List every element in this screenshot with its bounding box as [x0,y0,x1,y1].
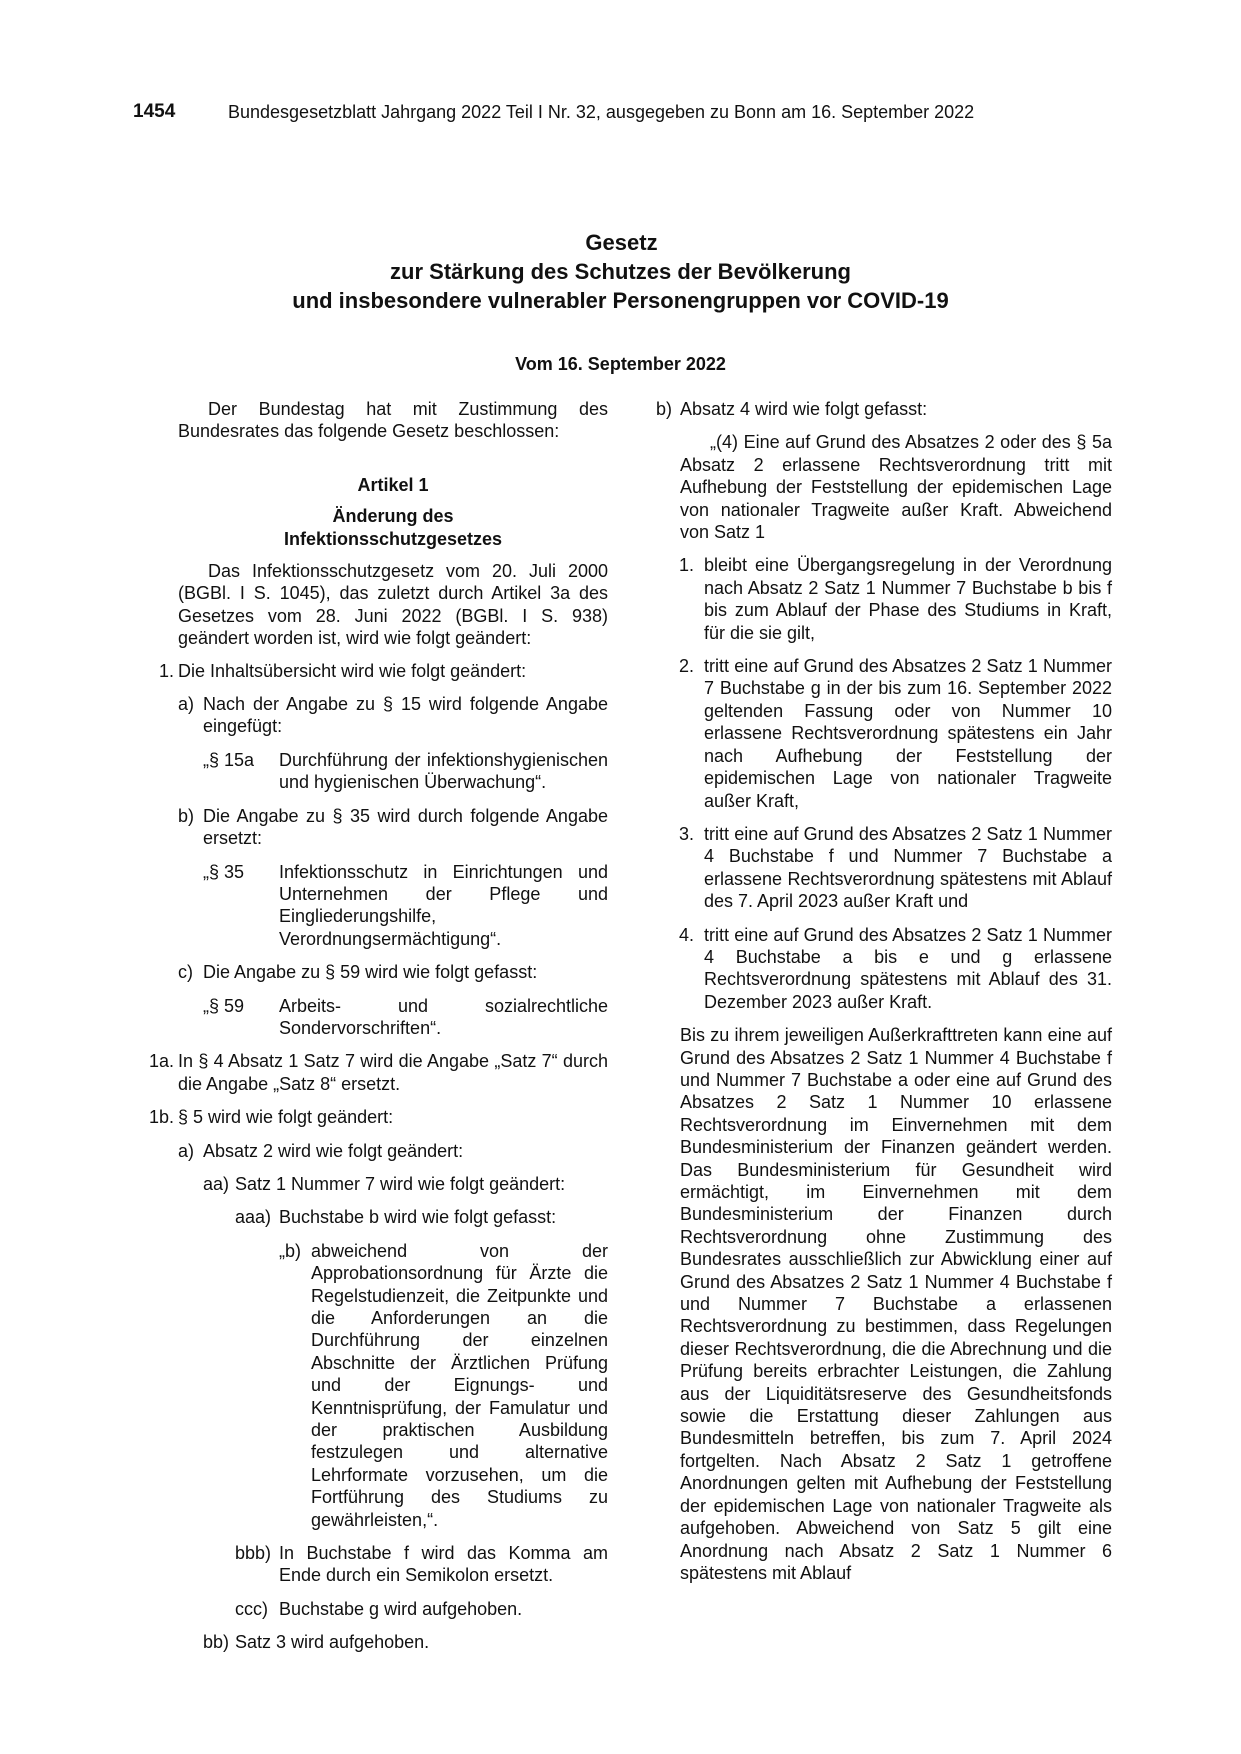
title-line-1: Gesetz [585,230,658,255]
preamble: Der Bundestag hat mit Zustimmung des Bundesrates das folgende Gesetz beschlossen: [178,399,608,442]
item-label: 1. [679,555,695,576]
item-text: Nach der Angabe zu § 15 wird folgende Angabe eingefügt: [203,694,608,737]
list-item [680,823,1112,913]
list-item-1a [178,693,608,738]
item-text: In Buchstabe f wird das Komma am Ende durch ein Semikolon ersetzt. [279,1543,608,1586]
sublist-1 [178,693,608,1039]
item-label: 2. [679,656,695,677]
item-text: bleibt eine Übergangsregelung in der Verordnung nach Absatz 2 Satz 1 Nummer 7 Buchstabe b bis f bis zum Ablauf der Phase des Studiums in Kraft, für die sie gilt, [704,555,1112,643]
item-label: aaa) [235,1207,272,1228]
list-item [680,554,1112,644]
list-item [680,655,1112,812]
item-label: 1a. [148,1051,174,1072]
item-text: Satz 1 Nummer 7 wird wie folgt geändert: [235,1173,566,1194]
paragraph-entry-59 [203,995,608,1040]
paragraph-text: Arbeits- und sozialrechtliche Sondervorschriften“. [279,995,608,1038]
paragraph-entry-15a [203,749,608,794]
item-label: bb) [203,1632,230,1653]
list-item-1b [178,805,608,850]
item-text: Die Angabe zu § 59 wird wie folgt gefasst: [203,962,538,983]
item-text: § 5 wird wie folgt geändert: [178,1107,394,1128]
item-label: b) [656,399,673,419]
item-label: b) [178,805,195,826]
paragraph-text: Infektionsschutz in Einrichtungen und Unternehmen der Pflege und Eingliederungshilfe, Verordnungsermächtigung“. [279,861,608,949]
list-item-1 [158,660,608,682]
article-subheading-1: Änderung des [332,506,454,527]
item-text: tritt eine auf Grund des Absatzes 2 Satz 1 Nummer 7 Buchstabe g in der bis zum 16. September 2022 geltenden Fassung oder von Nummer 10 erlassene Rechtsverordnung spätestens ein Jahr nach Aufhebung der Feststellung der epidemischen Lage von nationaler Tragweite außer Kraft, [704,656,1112,811]
item-label: ccc) [235,1598,268,1619]
item-text: tritt eine auf Grund des Absatzes 2 Satz 1 Nummer 4 Buchstabe f und Nummer 7 Buchstabe a erlassene Rechtsverordnung spätestens mit Ablauf des 7. April 2023 außer Kraft und [704,823,1112,912]
title-line-3: und insbesondere vulnerabler Personengruppen vor COVID-19 [292,288,949,313]
paragraph-label: „§ 59 [203,995,245,1016]
quoted-letter-b [279,1240,608,1531]
law-date: Vom 16. September 2022 [515,354,726,374]
item-label: aa) [203,1173,230,1194]
item-text: abweichend von der Approbationsordnung für Ärzte die Regelstudienzeit, die Zeitpunkte und die Anforderungen an die Durchführung der einzelnen Abschnitte der Ärztlichen Prüfung und der Eignungs- und Kenntnisprüfung, der Famulatur und der praktischen Ausbildung festzulegen und alternative Lehrformate vorzusehen, um die Fortführung des Studiums zu gewährleisten,“. [311,1240,608,1530]
item-label: c) [178,962,193,983]
sub-item-aa [203,1173,608,1195]
item-label: a) [178,1140,195,1161]
item-label: 1. [158,660,174,681]
item-text: Die Angabe zu § 35 wird durch folgende Angabe ersetzt: [203,805,608,849]
paragraph-label: „§ 15a [203,749,255,770]
list-item-1b-main [148,1106,608,1128]
gazette-line: Bundesgesetzblatt Jahrgang 2022 Teil I Nr. 32, ausgegeben zu Bonn am 16. September 2022 [228,102,975,122]
right-column [656,398,1112,1584]
sub-item-bbb [235,1542,608,1587]
item-text: Satz 3 wird aufgehoben. [235,1632,430,1653]
list-item [680,924,1112,1014]
item-b-absatz-4 [656,398,1112,420]
item-text: tritt eine auf Grund des Absatzes 2 Satz 1 Nummer 4 Buchstabe a bis e und g erlassene Rechtsverordnung spätestens mit Ablauf des 31. Dezember 2023 außer Kraft. [704,924,1112,1012]
item-label: 4. [679,924,695,945]
item-text: Absatz 2 wird wie folgt geändert: [203,1140,464,1161]
item-label: a) [178,694,195,715]
sub-item-bb [203,1631,608,1653]
item-text: In § 4 Absatz 1 Satz 7 wird die Angabe „Satz 7“ durch die Angabe „Satz 8“ ersetzt. [178,1051,608,1094]
item-label: bbb) [235,1543,272,1564]
sub-item-ccc [235,1598,608,1620]
item-text: Absatz 4 wird wie folgt gefasst: [680,399,928,419]
item-label: „b) [279,1240,301,1261]
page-number: 1454 [133,101,176,122]
sub-item-a [178,1140,608,1162]
item-text: Buchstabe g wird aufgehoben. [279,1598,523,1619]
item-text: Buchstabe b wird wie folgt gefasst: [279,1207,557,1228]
list-item-1c [178,961,608,983]
law-title [0,228,1241,374]
sub-item-aaa [235,1206,608,1228]
article-subheading-2: Infektionsschutzgesetzes [283,528,503,549]
list-item-1a-main [148,1050,608,1095]
article-heading: Artikel 1 [357,474,429,495]
paragraph-label: „§ 35 [203,861,245,882]
title-line-2: zur Stärkung des Schutzes der Bevölkerung [390,259,851,284]
paragraph-text: Durchführung der infektionshygienischen und hygienischen Überwachung“. [279,749,608,793]
left-column [148,398,608,1654]
item-label: 3. [679,823,695,844]
item-text: Die Inhaltsübersicht wird wie folgt geändert: [178,660,527,681]
quoted-absatz-4: „(4) Eine auf Grund des Absatzes 2 oder des § 5a Absatz 2 erlassene Rechtsverordnung tritt mit Aufhebung der Feststellung der epidemischen Lage von nationaler Tragweite außer Kraft. Abweichend von Satz 1 [680,432,1112,543]
article-intro: Das Infektionsschutzgesetz vom 20. Juli 2000 (BGBl. I S. 1045), das zuletzt durch Artikel 3a des Gesetzes vom 28. Juni 2022 (BGBl. I S. 938) geändert worden ist, wird wie folgt geändert: [178,561,608,649]
closing-paragraph: Bis zu ihrem jeweiligen Außerkrafttreten kann eine auf Grund des Absatzes 2 Satz 1 Nummer 4 Buchstabe f und Nummer 7 Buchstabe a oder eine auf Grund des Absatzes 2 Satz 1 Nummer 10 erlassene Rechtsverordnung im Einvernehmen mit dem Bundesministerium der Finanzen geändert werden. Das Bundesministerium für Gesundheit wird ermächtigt, im Einvernehmen mit dem Bundesministerium der Finanzen durch Rechtsverordnung ohne Zustimmung des Bundesrates ausschließlich zur Abwicklung einer auf Grund des Absatzes 2 Satz 1 Nummer 4 Buchstabe f und Nummer 7 Buchstabe a erlassenen Rechtsverordnung zu bestimmen, dass Regelungen dieser Rechtsverordnung, die die Abrechnung und die Prüfung bereits erbrachter Leistungen, die Zahlung aus der Liquiditätsreserve des Gesundheitsfonds sowie die Erstattung dieser Zahlungen aus Bundesmitteln betreffen, bis zum 7. April 2024 fortgelten. Nach Absatz 2 Satz 1 getroffene Anordnungen gelten mit Aufhebung der Feststellung der epidemischen Lage von nationaler Tragweite als aufgehoben. Abweichend von Satz 5 gilt eine Anordnung nach Absatz 2 Satz 1 Nummer 6 spätestens mit Ablauf [680,1025,1112,1583]
paragraph-entry-35 [203,861,608,951]
item-label: 1b. [148,1107,174,1128]
